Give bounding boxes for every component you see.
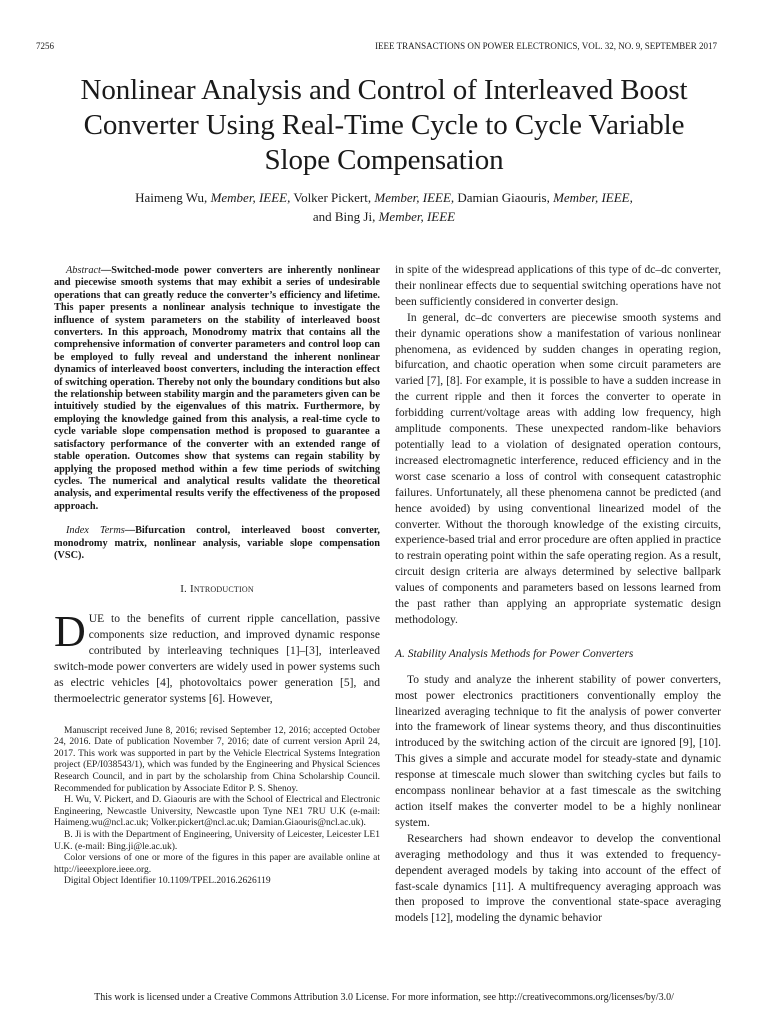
abstract-lead: Abstract [66,265,101,276]
author-list [40,188,728,226]
index-terms-text: —Bifurcation control, interleaved boost converter, monodromy matrix, nonlinear analysis, variable slope compensation (VSC). [54,525,380,561]
author-name: Haimeng Wu, [135,190,208,205]
footnote-affiliation-2: B. Ji is with the Department of Engineering, University of Leicester, Leicester LE1 U.K. (e-mail: Bing.ji@le.ac.uk). [54,830,380,852]
footnote-doi: Digital Object Identifier 10.1109/TPEL.2016.2626119 [64,876,271,887]
intro-paragraph [54,607,380,707]
section-numeral: I. [180,583,188,596]
title-line-2: Converter Using Real-Time Cycle to Cycle Variable [83,109,685,141]
paper-title [40,73,728,178]
right-column [395,263,721,927]
body-paragraph: In general, dc–dc converters are piecewise smooth systems and their dynamic operations show a manifestation of various nonlinear phenomena, as evidenced by sudden changes in operating region, bifurcation, and chaotic operation when some circuit parameters are varied [7], [8]. For example, it is possible to have a sudden increase in the current ripple and then it forces the converter to operate in forbidding current/voltage areas with adding low frequency, high amplitude components. These unexpected random-like behaviors potentially lead to a violation of designated operation contours, increased electromagnetic interference, reduced efficiency and in the worst case scenario a loss of control with consequent catastrophic failures. Unfortunately, all these phenomena cannot be predicted (and hence avoided) by using conventional linearized model of the converter. Without the thorough knowledge of the existing circuits, experience-based trial and error procedure are often applied in practice to restrain operating point within the safe operating region. As a result, circuit design criteria are always determined by selective ballpark values of components and parameters based on lessons learned from the past rather than applying an appropriate systematic design methodology. [395,311,721,626]
abstract-text: —Switched-mode power converters are inherently nonlinear and piecewise smooth systems that may exhibit a series of undesirable operations that can greatly reduce the converter’s efficiency and lifetime. This paper presents a nonlinear analysis technique to investigate the influence of system parameters on the stability of interleaved boost converters. In this approach, Monodromy matrix that contains all the comprehensive information of converter parameters and control loop can be employed to fully reveal and understand the inherent nonlinear dynamics of interleaved boost converters, including the interaction effect of switching operation. Thereby not only the boundary conditions but also the relationship between stability margin and the parameters given can be intuitively studied by the eigenvalues of this matrix. Furthermore, by employing the knowledge gained from this analysis, a real-time cycle to cycle variable slope compensation method is proposed to guarantee a satisfactory performance of the converter with an extended range of stable operation. Outcomes show that systems can regain stability by applying the proposed method within a few time periods of switching cycles. The numerical and analytical results validate the theoretical analysis, and experimental results verify the effectiveness of the proposed approach. [54,265,380,512]
page-number: 7256 [36,41,54,51]
author-role: Member, IEEE, [374,190,455,205]
license-note: This work is licensed under a Creative Commons Attribution 3.0 License. For more information, see http://creativecommons.org/licenses/by/3.0/ [94,992,674,1003]
footnote-color: Color versions of one or more of the figures in this paper are available online at http://ieeexplore.ieee.org. [54,853,380,875]
section-heading-introduction [54,582,380,598]
drop-cap: D [54,607,86,657]
section-title: Introduction [189,583,254,596]
footnote-manuscript: Manuscript received June 8, 2016; revised September 12, 2016; accepted October 24, 2016. Date of publication November 7, 2016; date of current version April 24, 2017. This work was supported in part by the Vehicle Electrical Systems Integration project (EP/I038543/1), which was funded by the Engineering and Physical Sciences Research Council, and in part by the scholarship from China Scholarship Council. Recommended for publication by Associate Editor P. S. Shenoy. [54,725,380,794]
title-line-3: Slope Compensation [264,144,504,176]
journal-header: IEEE TRANSACTIONS ON POWER ELECTRONICS, VOL. 32, NO. 9, SEPTEMBER 2017 [375,41,717,51]
abstract [54,265,380,513]
title-line-1: Nonlinear Analysis and Control of Interleaved Boost [80,74,688,106]
footnotes [54,726,380,888]
author-role: Member, IEEE, [210,190,291,205]
author-name: Volker Pickert, [293,190,372,205]
body-paragraph: To study and analyze the inherent stability of power converters, most power electronics practitioners conventionally employ the linearized averaging technique to fit the analysis of power converter into the framework of linear systems theory, and thus discontinuities introduced by the switching action of the circuit are ignored [9], [10]. This gives a simple and accurate model for steady-state and dynamic response at timescale much slower than switching cycles but fails to encompass nonlinear behavior at a fast timescale as the switching action itself makes the converter model to be a highly nonlinear system. [395,673,721,829]
intro-paragraph-text: UE to the benefits of current ripple cancellation, passive components size reduction, and improved dynamic response contributed by interleaving techniques [1]–[3], interleaved switch-mode power converters are widely used in power systems such as electric vehicles [4], photovoltaics power generation [5], and thermoelectric generator systems [6]. However, [54,613,380,705]
body-paragraph: Researchers had shown endeavor to develop the conventional averaging methodology and thus it was extended to frequency-dependent averaged models by taking into account of the effect of fast-scale dynamics [11]. A multifrequency averaging approach was then proposed to improve the conventional state-space averaging models [12], modeling the dynamic behavior [395,832,721,925]
author-role: Member, IEEE [378,209,456,224]
footnote-affiliation-1: H. Wu, V. Pickert, and D. Giaouris are with the School of Electrical and Electronic Engineering, Newcastle University, Newcastle upon Tyne NE1 7RU U.K (e-mail: Haimeng.wu@ncl.ac.uk; Volker.pickert@ncl.ac.uk; Damian.Giaouris@ncl.ac.uk). [54,795,380,829]
author-line-2 [40,207,728,226]
body-paragraph: in spite of the widespread applications of this type of dc–dc converter, their nonlinear effects due to sequential switching operations have not been sufficiently considered in converter design. [395,264,721,308]
subsection-heading: A. Stability Analysis Methods for Power Converters [395,647,634,660]
author-role: Member, IEEE, [553,190,633,205]
author-line-1 [40,188,728,207]
left-column [54,265,380,888]
author-name: Damian Giaouris, [457,190,550,205]
author-name: and Bing Ji, [312,209,376,224]
index-terms [54,525,380,562]
index-terms-lead: Index Terms [66,525,125,537]
